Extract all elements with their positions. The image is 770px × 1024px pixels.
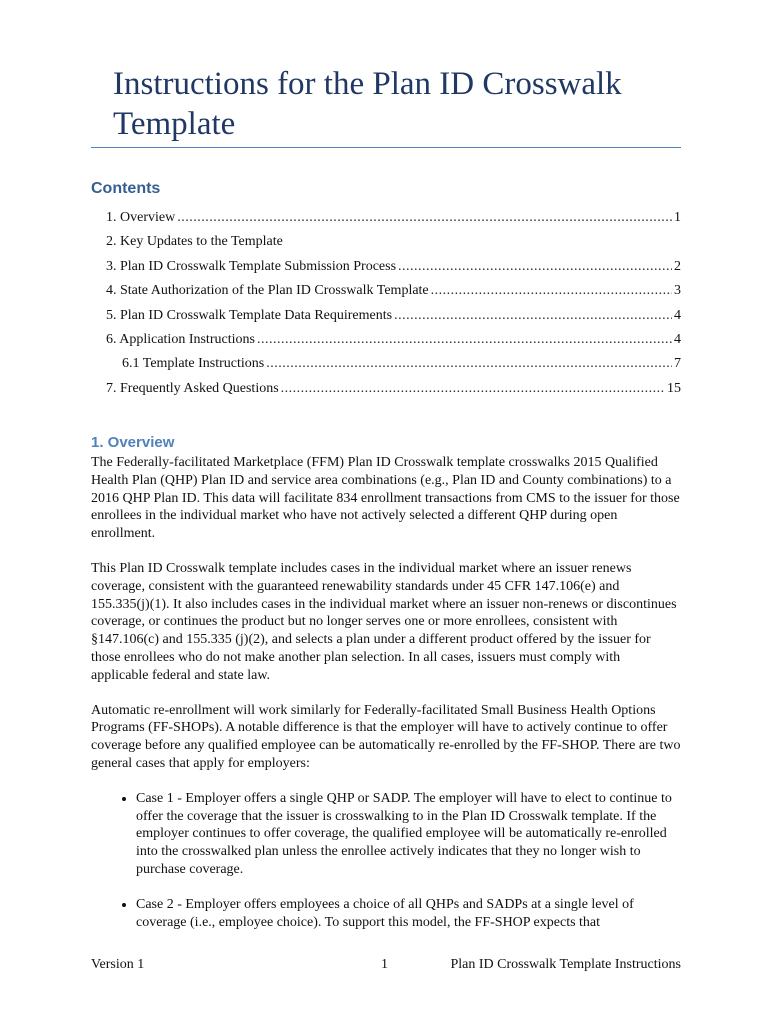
toc-entry[interactable]	[106, 352, 681, 376]
toc-entry-page: 2	[674, 258, 681, 274]
toc-leader-dots	[257, 328, 672, 352]
title-divider	[91, 147, 681, 148]
toc-entry-label: 7. Frequently Asked Questions	[106, 380, 279, 396]
toc-entry-label: 5. Plan ID Crosswalk Template Data Requirements	[106, 307, 393, 323]
toc-entry-page: 15	[667, 380, 681, 396]
toc-entry-page: 7	[674, 356, 681, 372]
table-of-contents	[106, 206, 681, 401]
overview-heading: 1. Overview	[91, 434, 175, 451]
footer-page-number: 1	[381, 957, 388, 972]
list-item: • Case 1 - Employer offers a single QHP or SADP. The employer will have to elect to continue to offer the coverage that the issuer is crosswalking to in the Plan ID Crosswalk template. If the employer continues to offer coverage, the qualified employee will be automatically re-enrolled into the crosswalked plan unless the enrollee actively indicates that they no longer wish to purchase coverage.	[136, 790, 681, 879]
toc-entry-label: 6.1 Template Instructions	[122, 356, 265, 372]
document-title: Instructions for the Plan ID Crosswalk Template	[113, 66, 622, 142]
toc-entry[interactable]	[106, 230, 681, 254]
toc-entry[interactable]	[106, 328, 681, 352]
toc-entry[interactable]	[106, 304, 681, 328]
toc-entry-label: 2. Key Updates to the Template	[106, 234, 283, 250]
toc-entry-label: 1. Overview	[106, 210, 176, 225]
toc-entry-page: 4	[674, 331, 681, 347]
toc-entry-label: 6. Application Instructions	[106, 331, 255, 347]
toc-entry[interactable]	[106, 279, 681, 303]
toc-leader-dots	[398, 255, 672, 279]
toc-entry-page: 4	[674, 307, 681, 323]
list-item: • Case 2 - Employer offers employees a choice of all QHPs and SADPs at a single level of coverage (i.e., employee choice). To support this model, the FF-SHOP expects that	[136, 896, 681, 932]
toc-entry[interactable]	[106, 206, 681, 230]
contents-heading: Contents	[91, 180, 161, 197]
toc-leader-dots	[431, 279, 672, 303]
toc-entry[interactable]	[106, 377, 681, 401]
toc-entry-label: 4. State Authorization of the Plan ID Crosswalk Template	[106, 283, 429, 299]
footer-doc-title: Plan ID Crosswalk Template Instructions	[450, 957, 681, 972]
toc-leader-dots	[266, 352, 672, 376]
toc-entry-label: 3. Plan ID Crosswalk Template Submission Process	[106, 258, 397, 274]
employer-cases-list	[91, 790, 681, 932]
overview-paragraph: This Plan ID Crosswalk template includes cases in the individual market where an issuer renews coverage, consistent with the guaranteed renewability standards under 45 CFR 147.106(e) and 155.335(j)(1). It also includes cases in the individual market where an issuer non-renews or discontinues coverage, or continues the product but no longer serves one or more enrollees, consistent with §147.106(c) and 155.335 (j)(2), and selects a plan under a different product offered by the issuer for those enrollees who do not make another plan selection. In all cases, issuers must comply with applicable federal and state law.	[91, 560, 677, 683]
toc-entry-page: 1	[674, 210, 681, 225]
toc-entry-page: 3	[674, 283, 681, 299]
overview-paragraph: Automatic re-enrollment will work similarly for Federally-facilitated Small Business Health Options Programs (FF-SHOPs). A notable difference is that the employer will have to actively continue to offer coverage before any qualified employee can be automatically re-enrolled by the FF-SHOP. There are two general cases that apply for employers:	[91, 702, 681, 771]
toc-leader-dots	[394, 304, 672, 328]
toc-leader-dots	[281, 377, 665, 401]
toc-leader-dots	[177, 206, 672, 230]
page-footer	[91, 957, 681, 977]
footer-version: Version 1	[91, 957, 145, 972]
overview-paragraph: The Federally-facilitated Marketplace (FFM) Plan ID Crosswalk template crosswalks 2015 Qualified Health Plan (QHP) Plan ID and service area combinations (e.g., Plan ID and County combinations) to a 2016 QHP Plan ID. This data will facilitate 834 enrollment transactions from CMS to the issuer for those enrollees in the individual market who have not actively selected a different QHP during open enrollment.	[91, 455, 680, 542]
toc-entry[interactable]	[106, 255, 681, 279]
overview-body	[91, 454, 681, 948]
